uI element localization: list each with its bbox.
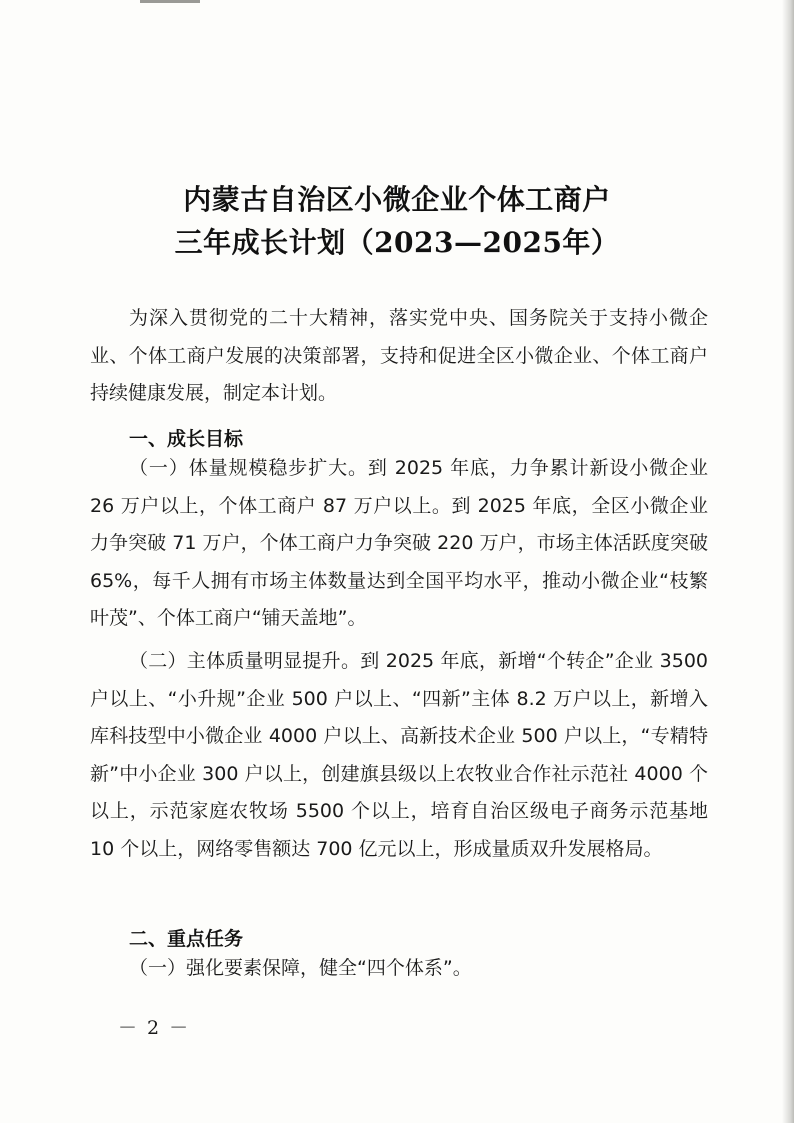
section-heading-goals: 一、成长目标 xyxy=(129,428,244,450)
goal-item-2-text: （二）主体质量明显提升。到 2025 年底，新增“个转企”企业 3500 户以上、“小升规”企业 500 户以上、“四新”主体 8.2 万户以上，新增入库科技型中小微企业 4000 户以上、高新技术企业 500 户以上，“专精特新”中小企业 300 户以上，创建旗县级以上农牧业合作社示范社 4000 个以上，示范家庭农牧场 5500 个以上，培育自治区级电子商务示范基地 10 个以上，网络零售额达 700 亿元以上，形成量质双升发展格局。 xyxy=(90,650,708,860)
page-edge-shadow xyxy=(782,0,794,1123)
goal-item-1 xyxy=(90,450,708,638)
document-title-line-1: 内蒙古自治区小微企业个体工商户 xyxy=(183,183,611,216)
section-heading-tasks: 二、重点任务 xyxy=(129,928,244,950)
intro-paragraph xyxy=(90,300,708,413)
goal-item-2 xyxy=(90,643,708,868)
task-item-1 xyxy=(90,950,708,988)
goal-item-1-text: （一）体量规模稳步扩大。到 2025 年底，力争累计新设小微企业 26 万户以上，个体工商户 87 万户以上。到 2025 年底，全区小微企业力争突破 71 万户，个体工商户力争突破 220 万户，市场主体活跃度突破 65%，每千人拥有市场主体数量达到全国平均水平，推动小微企业“枝繁叶茂”、个体工商户“铺天盖地”。 xyxy=(90,457,708,629)
document-title-line-2: 三年成长计划（2023—2025年） xyxy=(174,226,620,259)
task-item-1-text: （一）强化要素保障，健全“四个体系”。 xyxy=(129,957,472,979)
intro-text: 为深入贯彻党的二十大精神，落实党中央、国务院关于支持小微企业、个体工商户发展的决策部署，支持和促进全区小微企业、个体工商户持续健康发展，制定本计划。 xyxy=(90,307,708,404)
page-number: － 2 － xyxy=(118,1017,191,1039)
scan-mark xyxy=(140,0,200,3)
